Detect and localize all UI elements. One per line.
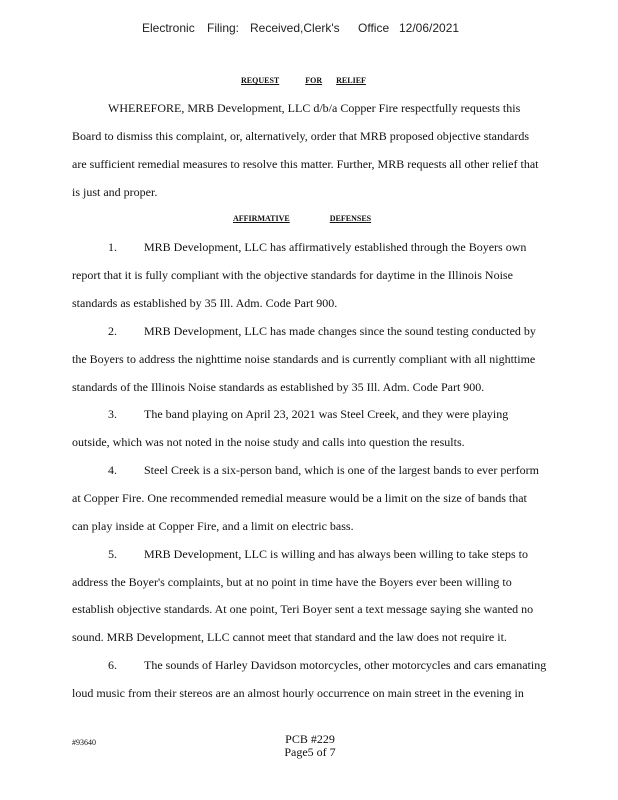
stamp-filing: Filing:	[207, 21, 240, 35]
defense-text: MRB Development, LLC has made changes since the sound testing conducted by	[144, 324, 536, 338]
defense-number: 1.	[108, 240, 117, 254]
heading-word: DEFENSES	[329, 214, 372, 223]
defense-5-first-line	[108, 547, 612, 561]
request-line: Board to dismiss this complaint, or, alternatively, order that MRB proposed objective standards	[72, 129, 529, 143]
stamp-office: Office	[358, 21, 390, 35]
defense-number: 3.	[108, 407, 117, 421]
defense-4-first-line	[108, 463, 612, 477]
heading-word: REQUEST	[241, 76, 280, 85]
defense-number: 2.	[108, 324, 117, 338]
stamp-electronic: Electronic	[142, 21, 195, 35]
request-line: is just and proper.	[72, 185, 158, 199]
page-footer	[230, 733, 390, 759]
defense-line: loud music from their stereos are an almost hourly occurrence on main street in the evening in	[72, 686, 524, 700]
defense-6-first-line	[108, 658, 612, 672]
document-id: #93640	[72, 738, 96, 747]
page-number: Page5 of 7	[284, 745, 336, 759]
defense-text: The band playing on April 23, 2021 was Steel Creek, and they were playing	[144, 407, 509, 421]
defense-line: can play inside at Copper Fire, and a limit on electric bass.	[72, 519, 354, 533]
defense-line: the Boyers to address the nighttime noise standards and is currently compliant with all nighttime	[72, 352, 536, 366]
defense-2-first-line	[108, 324, 612, 338]
defense-line: standards of the Illinois Noise standards as established by 35 Ill. Adm. Code Part 900.	[72, 380, 485, 394]
defense-line: establish objective standards. At one point, Teri Boyer sent a text message saying she wanted no	[72, 602, 534, 616]
defense-text: Steel Creek is a six-person band, which is one of the largest bands to ever perform	[144, 463, 540, 477]
stamp-date: 12/06/2021	[399, 21, 460, 35]
defense-line: outside, which was not noted in the noise study and calls into question the results.	[72, 435, 465, 449]
defense-text: MRB Development, LLC is willing and has always been willing to take steps to	[144, 547, 528, 561]
defense-text: The sounds of Harley Davidson motorcycles, other motorcycles and cars emanating	[144, 658, 547, 672]
defense-3-first-line	[108, 407, 612, 421]
request-for-relief-heading	[241, 76, 376, 85]
defense-number: 5.	[108, 547, 117, 561]
heading-word: FOR	[305, 76, 323, 85]
defense-line: report that it is fully compliant with the objective standards for daytime in the Illinois Noise	[72, 268, 513, 282]
request-line: are sufficient remedial measures to resolve this matter. Further, MRB requests all other relief that	[72, 157, 539, 171]
heading-word: RELIEF	[336, 76, 366, 85]
affirmative-defenses-heading	[233, 214, 399, 223]
defense-line: standards as established by 35 Ill. Adm. Code Part 900.	[72, 296, 338, 310]
defense-text: MRB Development, LLC has affirmatively established through the Boyers own	[144, 240, 527, 254]
defense-line: sound. MRB Development, LLC cannot meet that standard and the law does not require it.	[72, 630, 507, 644]
heading-word: AFFIRMATIVE	[233, 214, 290, 223]
defense-line: address the Boyer's complaints, but at no point in time have the Boyers ever been willing to	[72, 575, 512, 589]
defense-1-first-line	[108, 240, 612, 254]
case-number: PCB #229	[285, 732, 335, 746]
defense-line: at Copper Fire. One recommended remedial measure would be a limit on the size of bands that	[72, 491, 527, 505]
defense-number: 4.	[108, 463, 117, 477]
request-line: WHEREFORE, MRB Development, LLC d/b/a Copper Fire respectfully requests this	[108, 101, 521, 115]
defense-number: 6.	[108, 658, 117, 672]
stamp-received: Received,Clerk's	[250, 21, 340, 35]
